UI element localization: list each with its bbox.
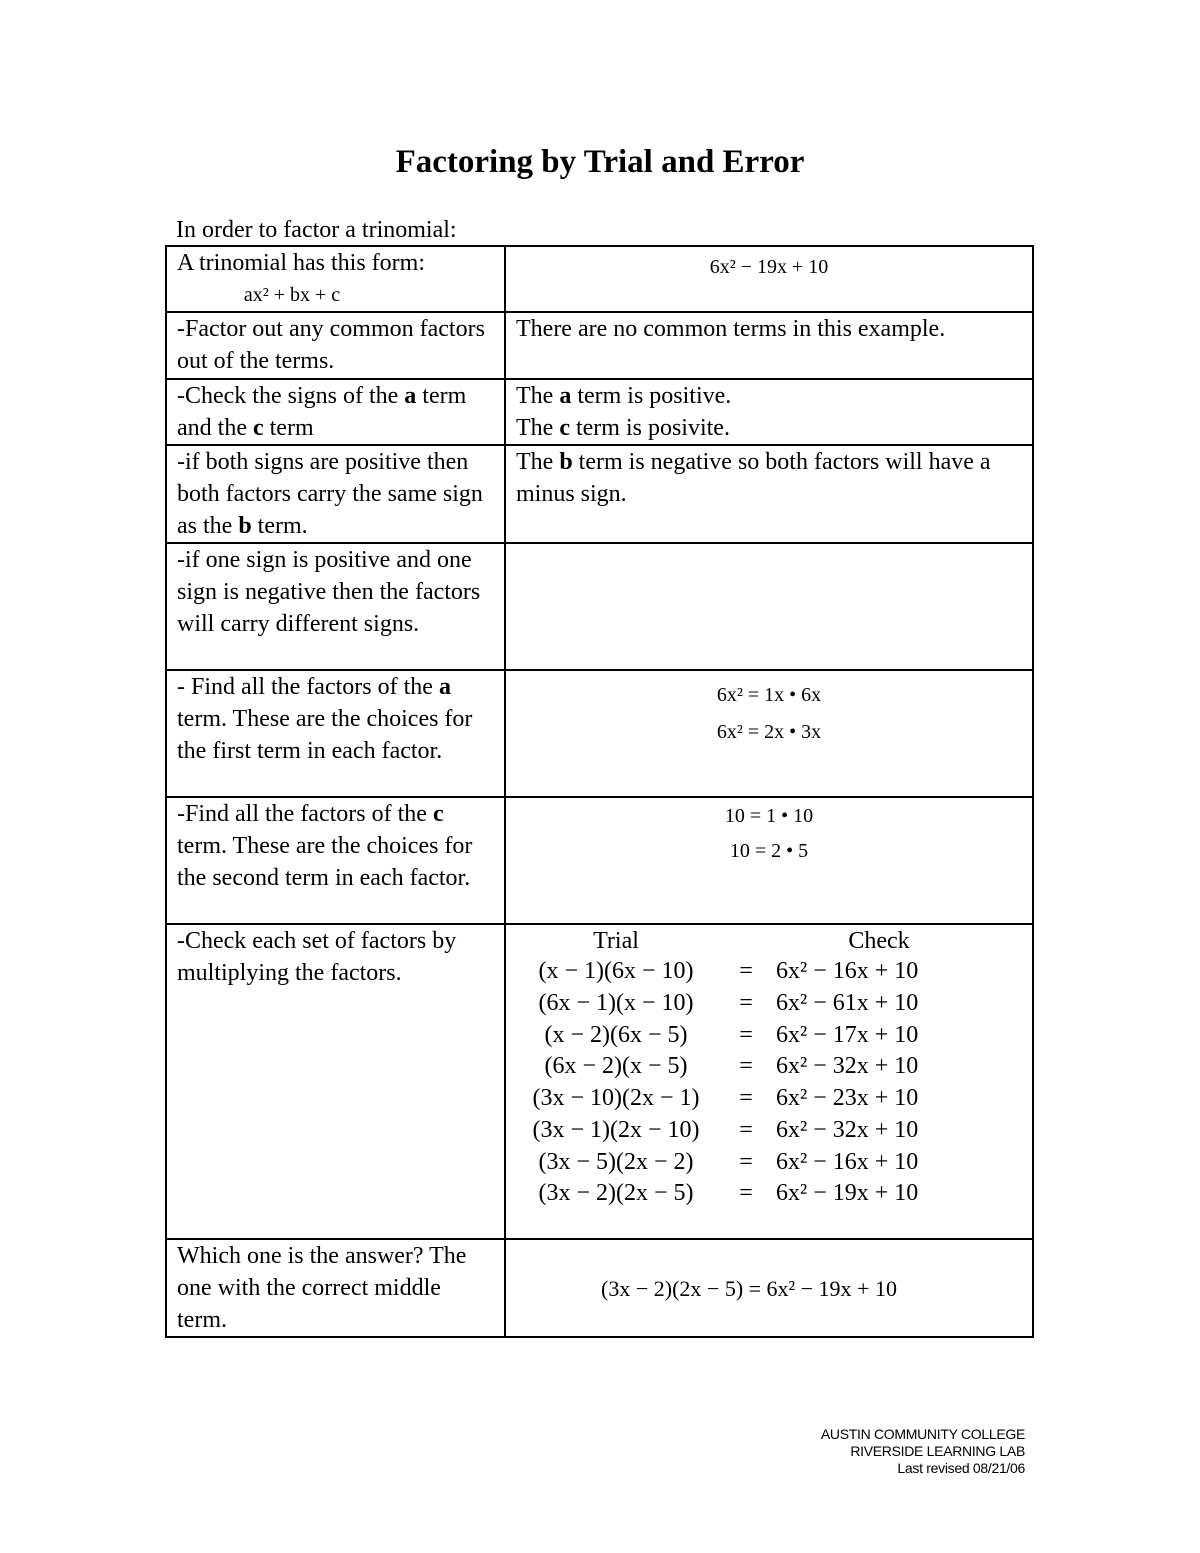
a-factor-2: 6x² = 2x • 3x [716, 721, 822, 744]
check-expression: 6x² − 19x + 10 [776, 1180, 919, 1207]
trial-row [516, 1051, 1022, 1083]
equals-sign: = [739, 1085, 753, 1112]
c-factor-1: 10 = 1 • 10 [724, 805, 814, 828]
c-factor-2: 10 = 2 • 5 [729, 840, 809, 863]
table-row [166, 246, 1033, 312]
c-sign-note: The c term is posivite. [516, 414, 730, 441]
trial-expression: (x − 1)(6x − 10) [538, 958, 694, 985]
example-cell: There are no common terms in this example. [505, 312, 1033, 378]
step-text: term and the [177, 382, 467, 441]
footer-revised: Last revised 08/21/06 [897, 1460, 1025, 1476]
equals-sign: = [739, 958, 753, 985]
step-cell: - Find all the factors of the a term. These are the choices for the first term in each factor. [166, 670, 505, 797]
check-expression: 6x² − 16x + 10 [776, 1148, 919, 1175]
trial-row [516, 1083, 1022, 1115]
example-cell [505, 797, 1033, 924]
equals-sign: = [739, 1148, 753, 1175]
trial-check-header [516, 926, 1022, 956]
step-cell: -Factor out any common factors out of the terms. [166, 312, 505, 378]
table-row [166, 445, 1033, 543]
term-a: a [404, 382, 417, 409]
check-expression: 6x² − 32x + 10 [776, 1116, 919, 1143]
check-expression: 6x² − 16x + 10 [776, 958, 919, 985]
general-form-formula: ax² + bx + c [243, 283, 341, 306]
trial-row [516, 1020, 1022, 1052]
table-row [166, 924, 1033, 1239]
step-text: A trinomial has this form: [177, 250, 425, 276]
trial-check-table [516, 926, 1022, 1210]
table-row [166, 312, 1033, 378]
step-text: term [263, 414, 314, 441]
trial-expression: (3x − 5)(2x − 2) [538, 1148, 694, 1175]
check-expression: 6x² − 32x + 10 [776, 1053, 919, 1080]
trial-expression: (3x − 2)(2x − 5) [538, 1180, 694, 1207]
trial-header: Trial [593, 928, 639, 955]
trial-expression: (x − 2)(6x − 5) [544, 1021, 688, 1048]
trial-row [516, 1178, 1022, 1210]
equals-sign: = [739, 1053, 753, 1080]
footer-college: AUSTIN COMMUNITY COLLEGE [820, 1426, 1025, 1442]
trial-expression: (6x − 2)(x − 5) [544, 1053, 688, 1080]
example-cell [505, 246, 1033, 312]
table-row [166, 379, 1033, 445]
step-cell: -if one sign is positive and one sign is negative then the factors will carry different signs. [166, 543, 505, 670]
equals-sign: = [739, 990, 753, 1017]
intro-text: In order to factor a trinomial: [176, 217, 457, 243]
example-trinomial: 6x² − 19x + 10 [709, 256, 829, 278]
step-cell [166, 379, 505, 445]
a-sign-note: The a term is positive. [516, 382, 732, 409]
a-factor-1: 6x² = 1x • 6x [716, 684, 822, 707]
step-cell [166, 246, 505, 312]
check-expression: 6x² − 17x + 10 [776, 1021, 919, 1048]
term-c: c [252, 414, 264, 441]
footer [821, 1426, 1025, 1477]
check-expression: 6x² − 61x + 10 [776, 990, 919, 1017]
equals-sign: = [739, 1180, 753, 1207]
trial-row [516, 1147, 1022, 1179]
trial-row [516, 956, 1022, 988]
example-cell: The b term is negative so both factors will have a minus sign. [505, 445, 1033, 543]
equals-sign: = [739, 1116, 753, 1143]
table-row [166, 1239, 1033, 1337]
answer-cell [505, 1239, 1033, 1337]
example-cell [505, 379, 1033, 445]
example-cell [505, 670, 1033, 797]
step-text: -Check the signs of the [177, 382, 405, 409]
table-row [166, 670, 1033, 797]
page-title: Factoring by Trial and Error [395, 144, 805, 180]
trial-check-cell [505, 924, 1033, 1239]
step-cell: -Find all the factors of the c term. These are the choices for the second term in each factor. [166, 797, 505, 924]
trial-row [516, 988, 1022, 1020]
table-row [166, 797, 1033, 924]
step-cell: -Check each set of factors by multiplying the factors. [166, 924, 505, 1239]
step-cell: Which one is the answer? The one with the correct middle term. [166, 1239, 505, 1337]
equals-sign: = [739, 1021, 753, 1048]
table-row [166, 543, 1033, 670]
example-cell [505, 543, 1033, 670]
final-answer: (3x − 2)(2x − 5) = 6x² − 19x + 10 [601, 1276, 897, 1302]
check-expression: 6x² − 23x + 10 [776, 1085, 919, 1112]
trial-row [516, 1115, 1022, 1147]
steps-table [165, 245, 1034, 1338]
trial-expression: (3x − 10)(2x − 1) [532, 1085, 700, 1112]
check-header: Check [848, 928, 910, 955]
trial-expression: (6x − 1)(x − 10) [538, 990, 694, 1017]
step-cell: -if both signs are positive then both factors carry the same sign as the b term. [166, 445, 505, 543]
trial-expression: (3x − 1)(2x − 10) [532, 1116, 700, 1143]
footer-lab: RIVERSIDE LEARNING LAB [850, 1443, 1025, 1459]
